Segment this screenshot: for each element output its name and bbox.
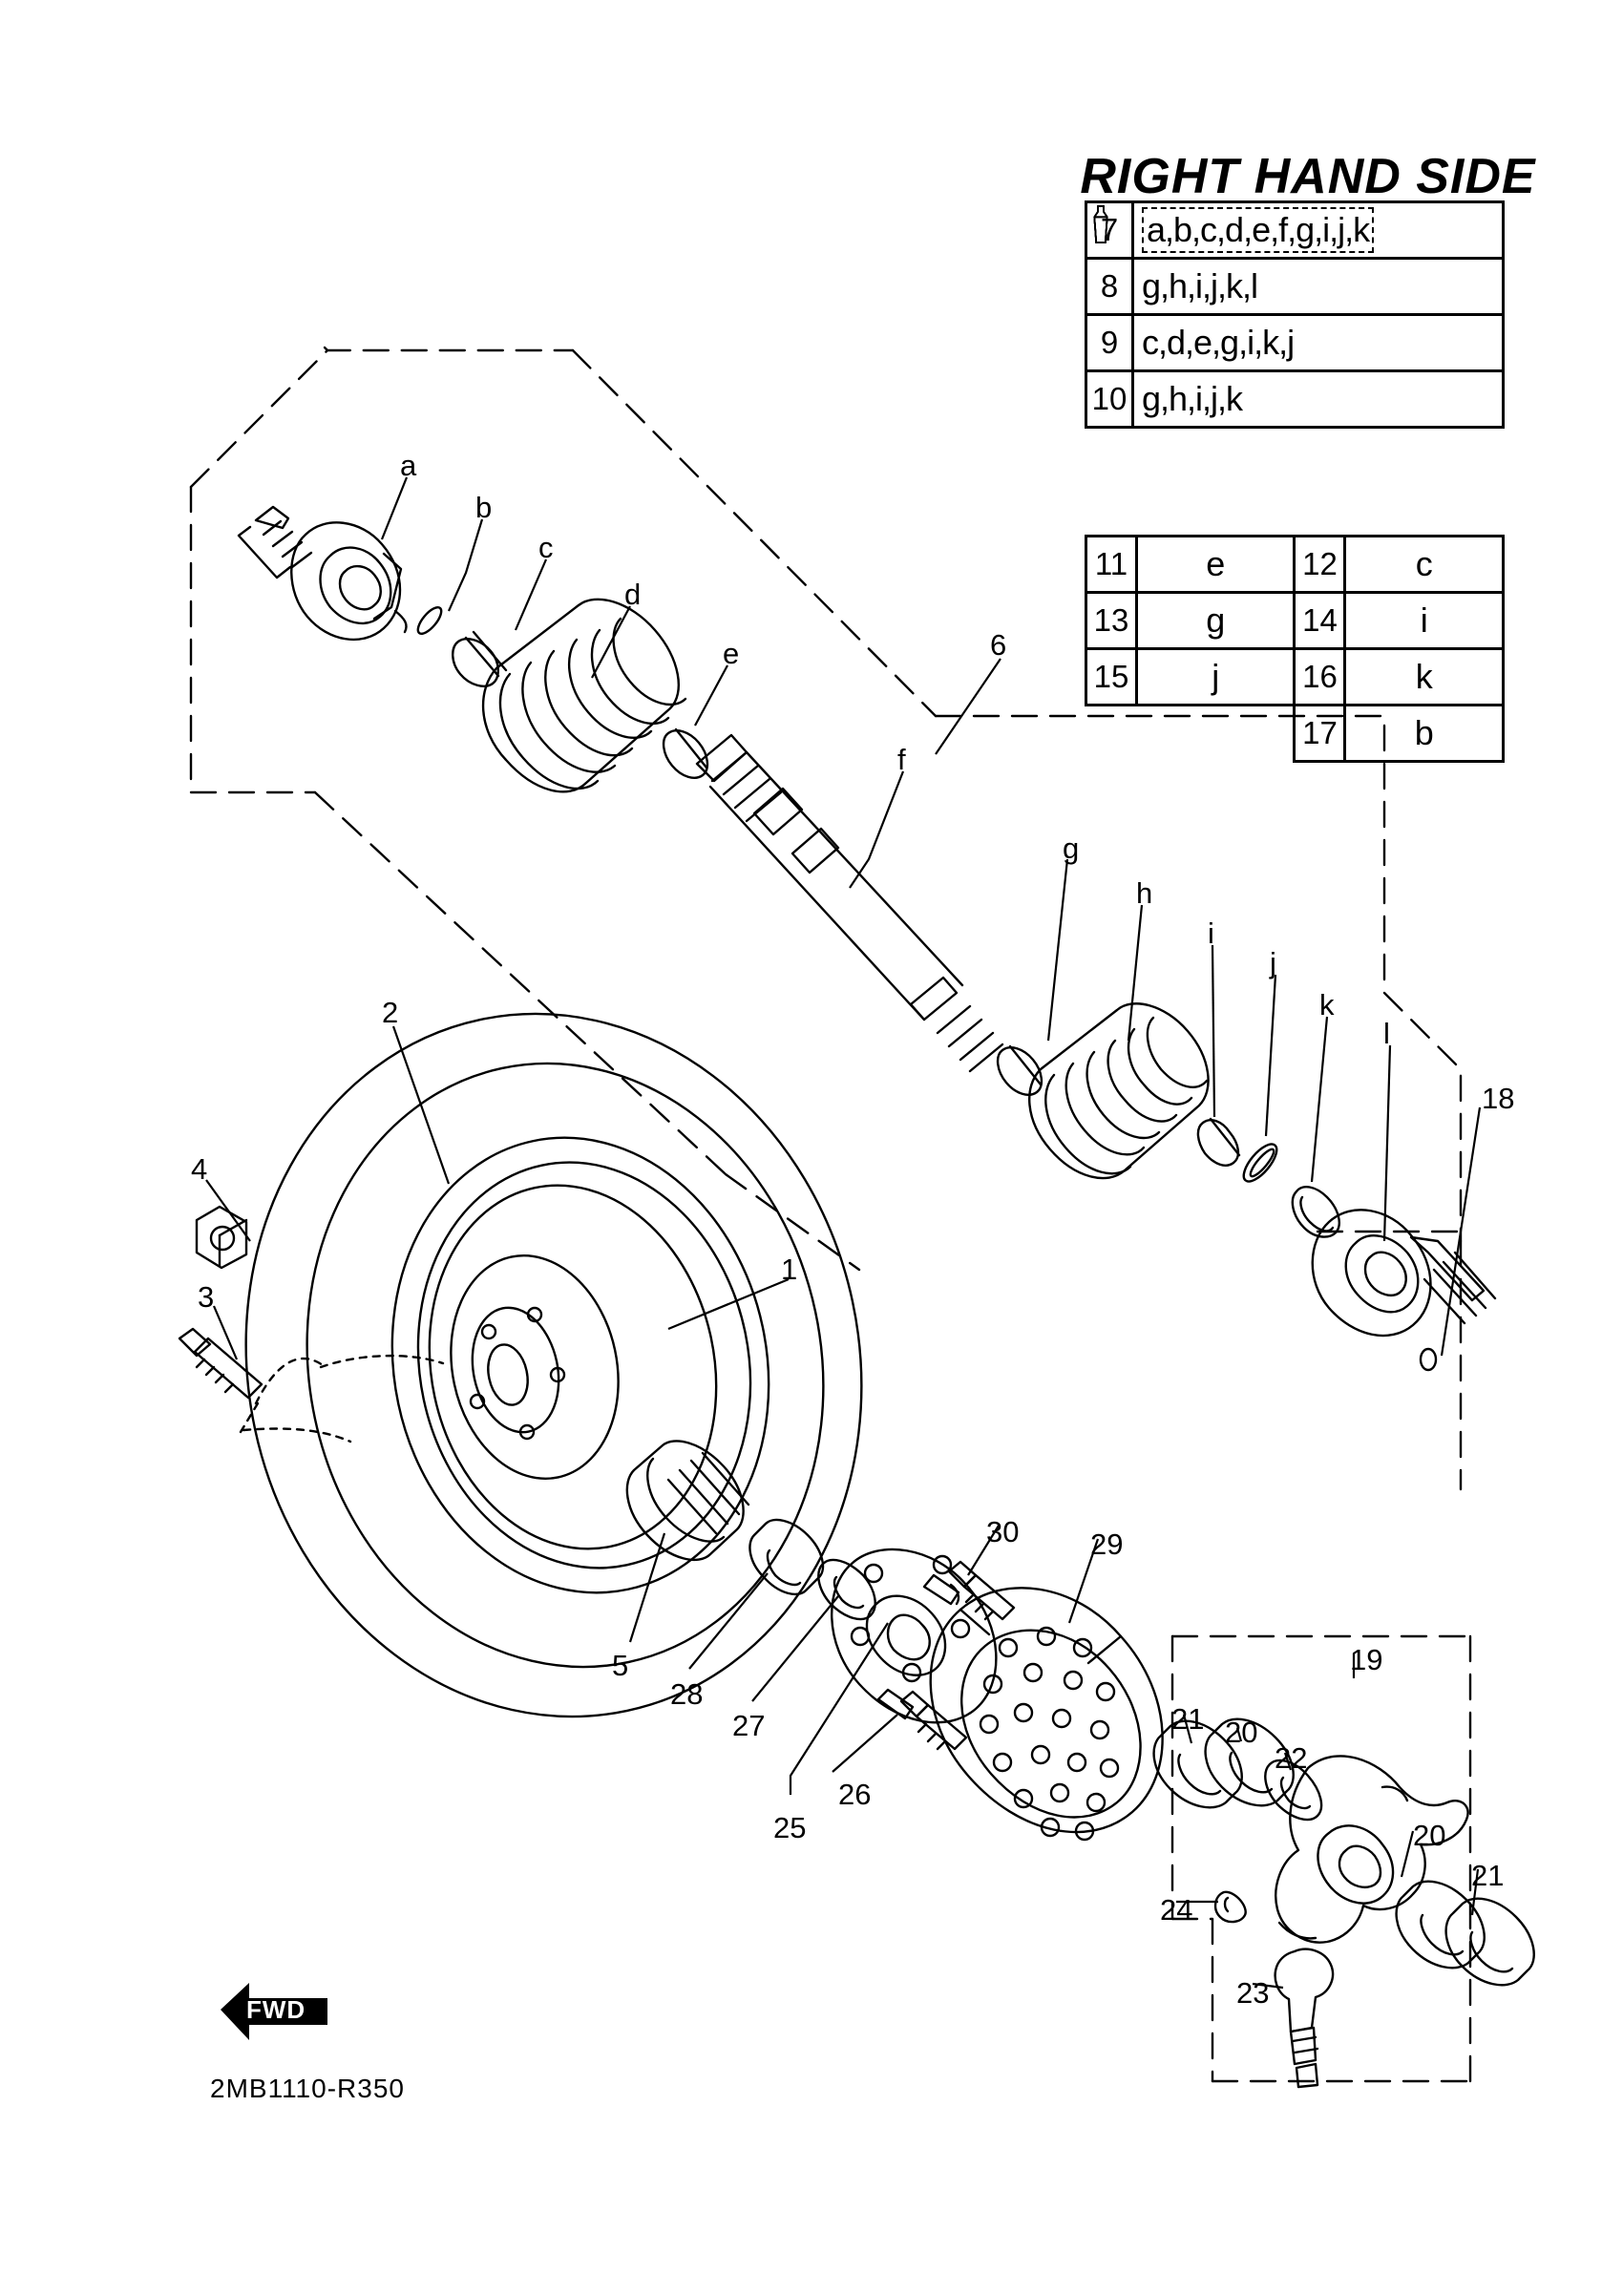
legend-row: [1086, 202, 1504, 259]
callout-k: k: [1319, 988, 1335, 1022]
legend-pair-left-index: [1086, 706, 1137, 762]
callout-i: i: [1208, 916, 1214, 950]
legend-pair-right-value: i: [1345, 593, 1504, 649]
legend-row-value: a,b,c,d,e,f,g,i,j,k: [1142, 207, 1374, 253]
fwd-label: FWD: [246, 1995, 306, 2024]
legend-pair-right-value: c: [1345, 537, 1504, 593]
legend-pair-right-index: 17: [1295, 706, 1345, 762]
legend-pair-right-index: 12: [1295, 537, 1345, 593]
callout-5: 5: [612, 1649, 629, 1682]
callout-18: 18: [1482, 1082, 1515, 1115]
callout-19: 19: [1350, 1643, 1383, 1676]
legend-pair-left-value: g: [1137, 593, 1295, 649]
legend-row-value: g,h,i,j,k,l: [1142, 266, 1258, 305]
callout-20: 20: [1225, 1716, 1258, 1749]
legend-row-index: 7: [1086, 202, 1133, 259]
callout-2: 2: [382, 996, 399, 1029]
callout-26: 26: [838, 1778, 872, 1811]
callout-6: 6: [990, 628, 1007, 662]
legend-row-index: 9: [1086, 315, 1133, 371]
legend-pair-row: [1086, 706, 1504, 762]
callout-g: g: [1063, 832, 1080, 865]
callout-h: h: [1136, 876, 1153, 910]
callout-23: 23: [1236, 1976, 1270, 2010]
callout-j: j: [1270, 946, 1276, 979]
legend-pair-left-index: 11: [1086, 537, 1137, 593]
callout-4: 4: [191, 1152, 208, 1186]
callout-21: 21: [1171, 1702, 1205, 1736]
legend-pair-row: [1086, 593, 1504, 649]
legend-row-value: c,d,e,g,i,k,j: [1142, 323, 1295, 362]
callout-25: 25: [773, 1811, 807, 1844]
legend-row: [1086, 259, 1504, 315]
legend-row-value-cell: [1133, 315, 1504, 371]
callout-30: 30: [986, 1515, 1020, 1548]
callout-f: f: [897, 743, 906, 776]
legend-pair-row: [1086, 649, 1504, 706]
lubrication-legend-table: [1085, 200, 1505, 429]
legend-row-value: g,h,i,j,k: [1142, 379, 1243, 418]
callout-27: 27: [732, 1709, 766, 1742]
callout-22: 22: [1275, 1741, 1308, 1775]
legend-pair-left-value: [1137, 706, 1295, 762]
legend-pair-left-index: 13: [1086, 593, 1137, 649]
callout-28: 28: [670, 1677, 704, 1711]
legend-row: [1086, 371, 1504, 428]
callout-29: 29: [1090, 1527, 1124, 1561]
legend-row-value-cell: [1133, 259, 1504, 315]
grease-tube-icon: [1090, 202, 1111, 244]
legend-row-index: 10: [1086, 371, 1133, 428]
callout-e: e: [723, 637, 740, 670]
callout-20: 20: [1413, 1819, 1446, 1852]
callout-l: l: [1383, 1017, 1390, 1050]
legend-pair-left-value: e: [1137, 537, 1295, 593]
legend-pair-left-value: j: [1137, 649, 1295, 706]
callout-b: b: [475, 491, 493, 524]
legend-row: [1086, 315, 1504, 371]
callout-1: 1: [781, 1253, 798, 1286]
legend-pair-left-index: 15: [1086, 649, 1137, 706]
legend-pair-right-value: b: [1345, 706, 1504, 762]
callout-a: a: [400, 449, 417, 482]
callout-c: c: [538, 531, 554, 564]
reference-legend-table: [1085, 535, 1505, 763]
legend-pair-right-value: k: [1345, 649, 1504, 706]
legend-pair-row: [1086, 537, 1504, 593]
callout-3: 3: [198, 1280, 215, 1314]
callout-21: 21: [1471, 1859, 1505, 1892]
page-title: RIGHT HAND SIDE: [1080, 149, 1536, 204]
legend-row-value-cell: [1133, 202, 1504, 259]
callout-24: 24: [1160, 1893, 1193, 1927]
legend-pair-right-index: 14: [1295, 593, 1345, 649]
drawing-code: 2MB1110-R350: [210, 2074, 405, 2103]
callout-d: d: [624, 578, 642, 611]
legend-row-value-cell: [1133, 371, 1504, 428]
legend-row-index: 8: [1086, 259, 1133, 315]
legend-pair-right-index: 16: [1295, 649, 1345, 706]
